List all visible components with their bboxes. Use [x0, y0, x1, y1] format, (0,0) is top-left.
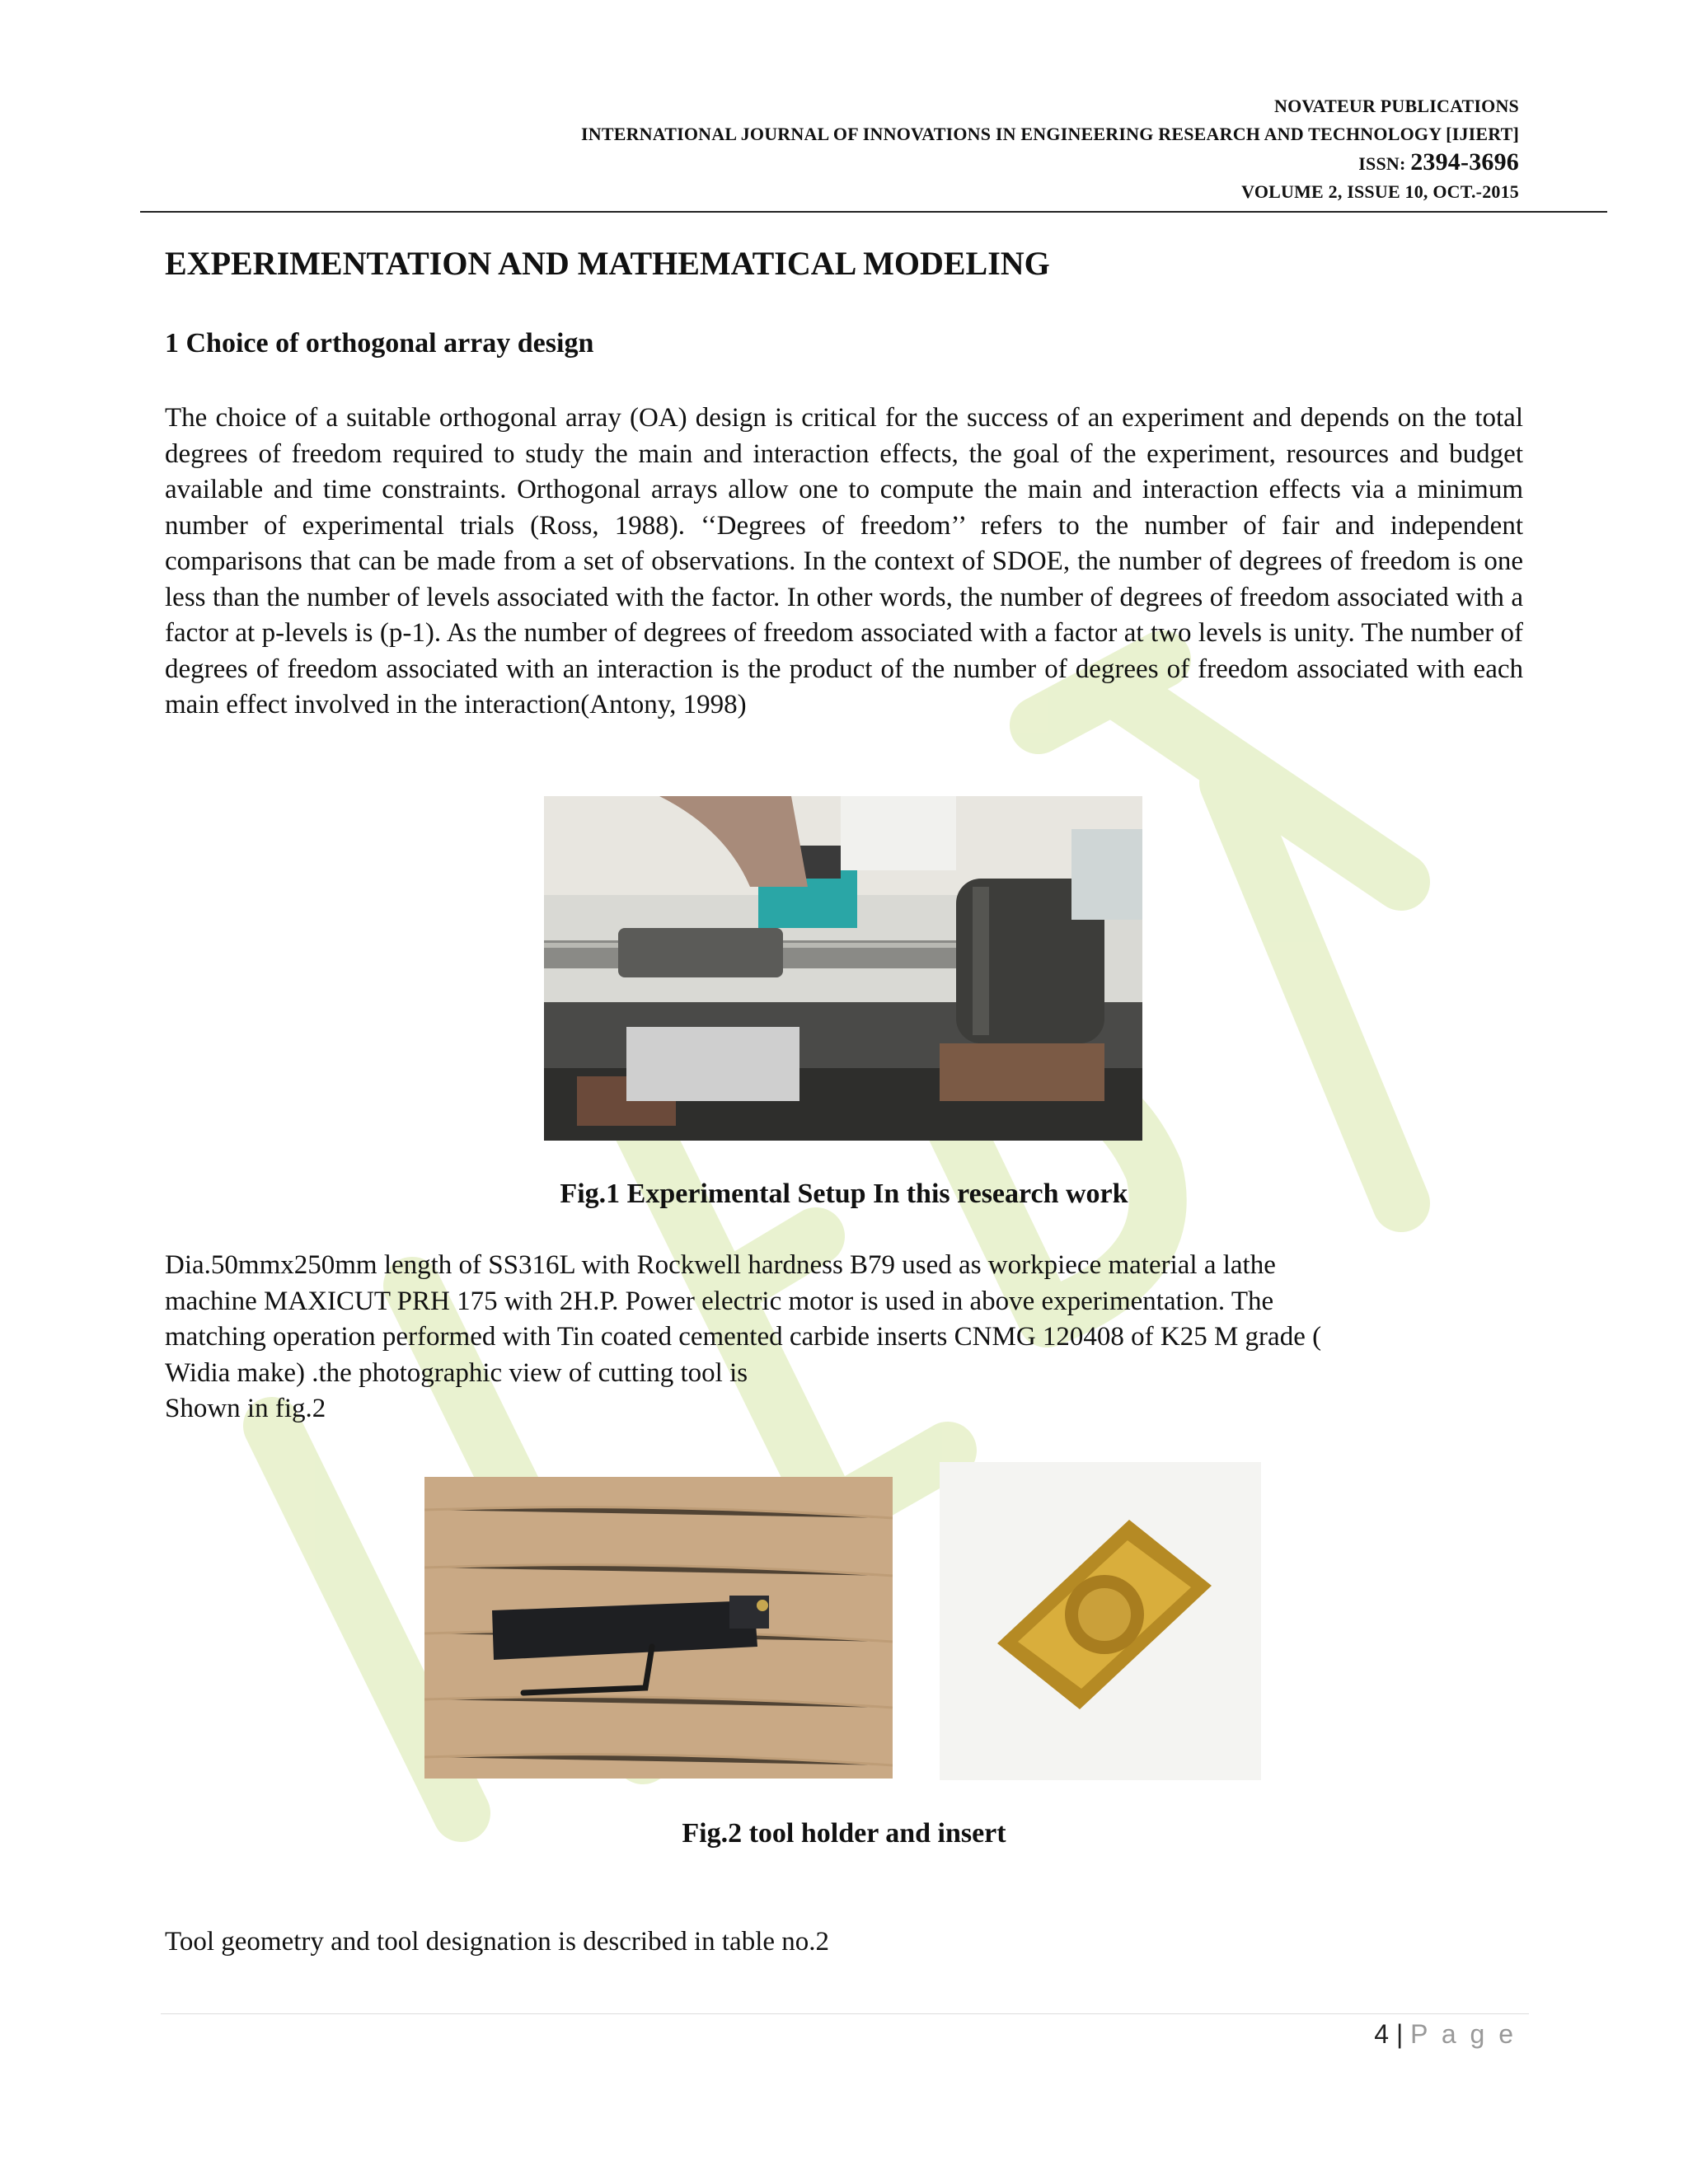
- experimental-setup-photo: [544, 796, 1142, 1141]
- page-word: P a g e: [1410, 2019, 1517, 2049]
- publisher-name: NOVATEUR PUBLICATIONS: [1274, 96, 1519, 116]
- issn-label: ISSN:: [1358, 153, 1406, 174]
- subsection-title: 1 Choice of orthogonal array design: [165, 328, 594, 359]
- section-title: EXPERIMENTATION AND MATHEMATICAL MODELING: [165, 245, 1050, 282]
- carbide-insert-photo: [940, 1462, 1261, 1780]
- journal-name: INTERNATIONAL JOURNAL OF INNOVATIONS IN ENGINEERING RESEARCH AND TECHNOLOGY [IJIERT]: [580, 124, 1519, 144]
- paragraph-orthogonal-array: The choice of a suitable orthogonal array (OA) design is critical for the success of an experiment and depends on the total degrees of freedom required to study the main and interaction effects, the goal of the experiment, resources and budget available and time constraints. Orthogonal arrays allow one to compute the main and interaction effects via a minimum number of experimental trials (Ross, 1988). ‘‘Degrees of freedom’’ refers to the number of fair and independent comparisons that can be made from a set of observations. In the context of SDOE, the number of degrees of freedom is one less than the number of levels associated with the factor. In other words, the number of degrees of freedom associated with a factor at p-levels is (p-1). As the number of degrees of freedom associated with a factor at two levels is unity. The number of degrees of freedom associated with an interaction is the product of the number of degrees of freedom associated with each main effect involved in the interaction(Antony, 1998): [165, 403, 1523, 719]
- issn-line: [581, 148, 1519, 178]
- tool-holder-photo: [424, 1477, 893, 1779]
- journal-header: [581, 92, 1519, 206]
- paragraph-tool-geometry: Tool geometry and tool designation is described in table no.2: [165, 1927, 830, 1957]
- page-separator: |: [1395, 2019, 1404, 2049]
- figure-1-caption: Fig.1 Experimental Setup In this research work: [560, 1179, 1128, 1209]
- page-footer: [1374, 2019, 1517, 2050]
- page-number: 4: [1374, 2019, 1390, 2049]
- figure-2-caption: Fig.2 tool holder and insert: [682, 1818, 1006, 1849]
- paragraph-workpiece: Dia.50mmx250mm length of SS316L with Rockwell hardness B79 used as workpiece material a lathe machine MAXICUT PRH 175 with 2H.P. Power electric motor is used in above experimentation. The matching operation performed with Tin coated cemented carbide inserts CNMG 120408 of K25 M grade ( Widia make) .the photographic view of cutting tool is Shown in fig.2: [165, 1250, 1322, 1423]
- footer-rule: [161, 2013, 1529, 2014]
- volume-issue: VOLUME 2, ISSUE 10, OCT.-2015: [1241, 181, 1519, 202]
- issn-value: 2394-3696: [1410, 148, 1519, 176]
- header-rule: [140, 211, 1607, 213]
